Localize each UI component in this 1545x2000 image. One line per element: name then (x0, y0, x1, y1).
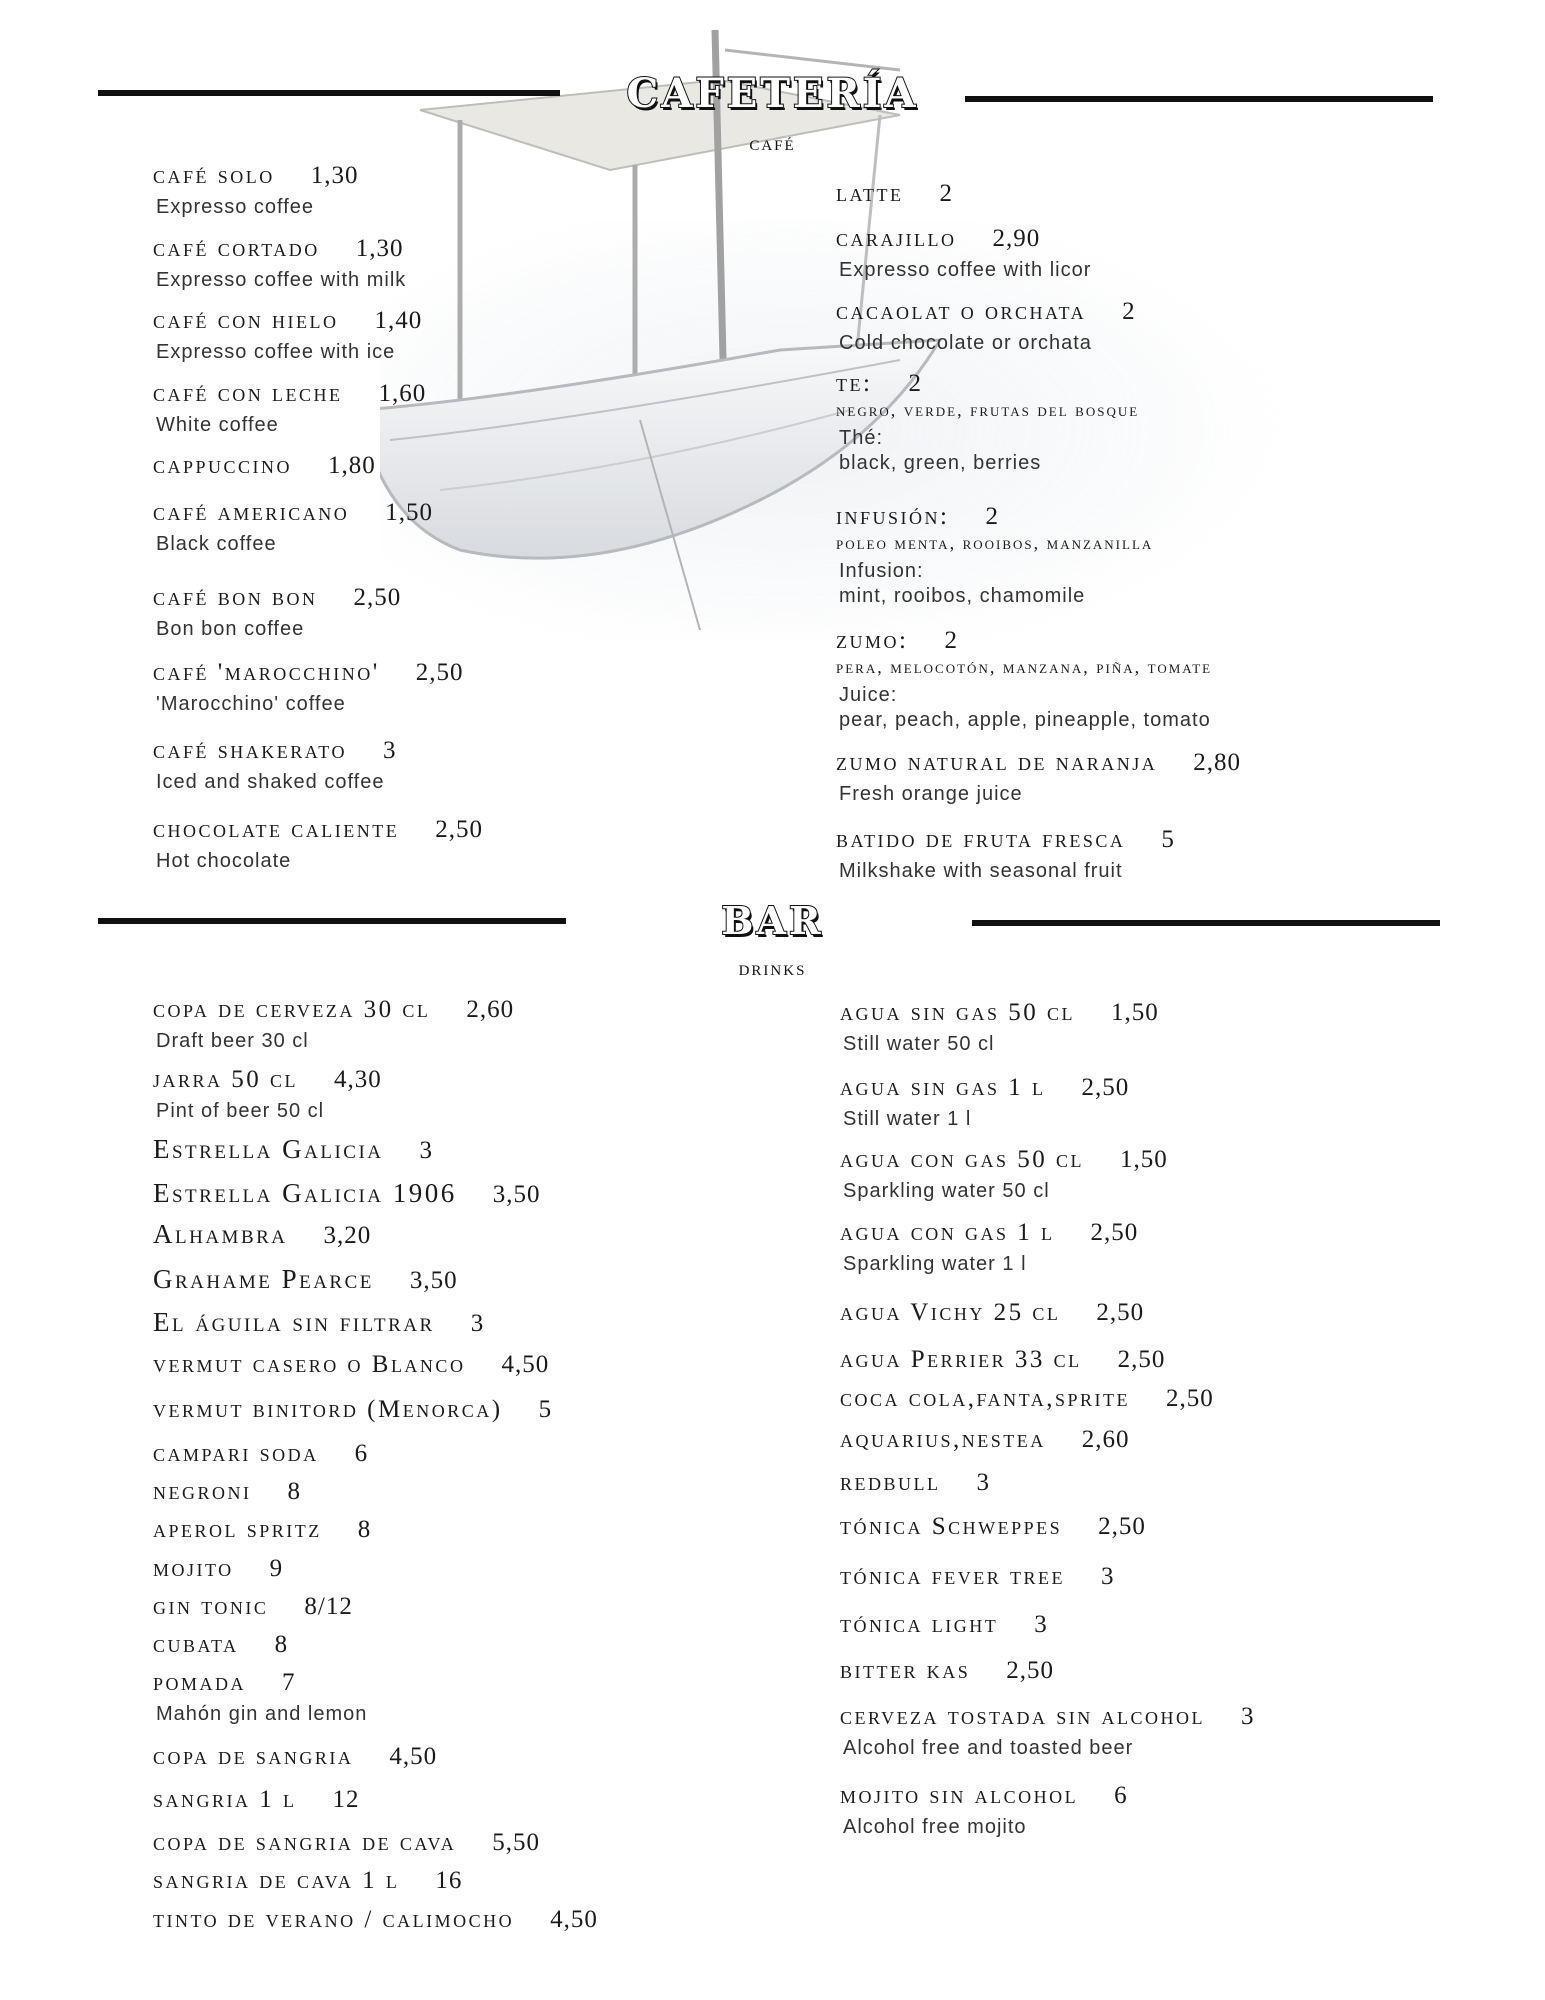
item-price: 2,50 (1090, 1219, 1139, 1246)
menu-item (840, 1563, 1115, 1591)
item-name: agua con gas 1 l (840, 1219, 1055, 1246)
item-price: 2,50 (415, 659, 464, 686)
item-name: redbull (840, 1469, 941, 1496)
item-price: 1,80 (328, 452, 376, 479)
menu-item (836, 298, 1136, 355)
item-description: Cold chocolate or orchata (839, 332, 1092, 354)
item-name: mojito sin alcohol (840, 1782, 1079, 1809)
item-price: 2,50 (1096, 1299, 1145, 1326)
menu-item (836, 225, 1091, 282)
menu-item (836, 180, 953, 208)
menu-item (840, 1782, 1128, 1839)
menu-item (153, 307, 422, 364)
item-name: café 'marocchino' (153, 659, 380, 686)
menu-item (153, 380, 426, 437)
item-price: 2,50 (1081, 1074, 1130, 1101)
cafeteria-title: CAFETERÍA (626, 70, 919, 117)
item-name: tónica Schweppes (840, 1513, 1063, 1540)
item-description: Milkshake with seasonal fruit (839, 860, 1123, 882)
item-name: zumo natural de naranja (836, 749, 1158, 776)
item-price: 3 (1101, 1563, 1115, 1590)
item-price: 8 (287, 1478, 301, 1505)
menu-item (153, 1066, 382, 1123)
menu-item (153, 162, 359, 219)
menu-item (836, 826, 1175, 883)
item-name: café bon bon (153, 584, 318, 611)
item-name: bitter kas (840, 1657, 971, 1684)
item-price: 2 (1122, 298, 1136, 325)
menu-item (153, 1786, 360, 1814)
menu-item (840, 1469, 990, 1497)
item-price: 1,40 (374, 307, 423, 334)
item-name: copa de sangria de cava (153, 1829, 457, 1856)
menu-item (840, 1146, 1168, 1203)
item-name: pomada (153, 1669, 247, 1696)
item-price: 1,50 (1120, 1146, 1168, 1173)
item-name: sangria 1 l (153, 1786, 297, 1813)
item-description: Juice: (839, 684, 898, 706)
item-price: 8 (357, 1516, 372, 1543)
item-price: 4,50 (389, 1743, 438, 1770)
menu-item (153, 1555, 283, 1583)
item-name: café cortado (153, 235, 320, 262)
menu-item (836, 370, 1139, 475)
item-price: 6 (1114, 1782, 1128, 1809)
item-price: 12 (332, 1786, 360, 1813)
item-name: cacaolat o orchata (836, 298, 1087, 325)
item-name: tónica fever tree (840, 1563, 1065, 1590)
item-name: aquarius,nestea (840, 1426, 1046, 1453)
item-price: 6 (354, 1440, 369, 1467)
item-price: 2,80 (1193, 749, 1241, 776)
item-name: copa de cerveza 30 cl (153, 996, 431, 1023)
item-description: Expresso coffee with ice (156, 341, 396, 363)
item-name: cappuccino (153, 452, 293, 479)
item-description-detail: pear, peach, apple, pineapple, tomato (839, 709, 1211, 731)
item-description: Infusion: (839, 560, 924, 582)
item-options: negro, verde, frutas del bosque (836, 400, 1140, 420)
item-name: te: (836, 370, 873, 397)
menu-item (840, 1513, 1146, 1541)
item-price: 2 (985, 503, 999, 530)
item-options: poleo menta, rooibos, manzanilla (836, 533, 1154, 553)
item-price: 3,20 (323, 1222, 372, 1249)
item-price: 3 (1241, 1703, 1255, 1730)
item-name: aperol spritz (153, 1516, 322, 1543)
item-price: 4,50 (550, 1906, 598, 1933)
item-price: 8 (274, 1631, 289, 1658)
item-options: pera, melocotón, manzana, piña, tomate (836, 657, 1213, 677)
menu-item (153, 1867, 462, 1895)
item-price: 9 (269, 1555, 284, 1582)
item-name: cerveza tostada sin alcohol (840, 1703, 1206, 1730)
item-name: batido de fruta fresca (836, 826, 1126, 853)
menu-item (836, 503, 1153, 608)
item-description-detail: black, green, berries (839, 452, 1042, 474)
item-description: Expresso coffee with licor (839, 259, 1092, 281)
item-price: 3 (976, 1469, 990, 1496)
item-name: café con hielo (153, 307, 339, 334)
item-name: carajillo (836, 225, 957, 252)
item-name: coca cola,fanta,sprite (840, 1385, 1130, 1412)
item-name: El águila sin filtrar (153, 1307, 435, 1337)
item-price: 1,30 (310, 162, 359, 189)
item-name: copa de sangria (153, 1743, 354, 1770)
item-price: 3 (419, 1137, 434, 1164)
menu-item (153, 1219, 371, 1250)
item-description: Bon bon coffee (156, 618, 305, 640)
item-price: 2 (944, 627, 958, 654)
item-price: 3,50 (409, 1267, 458, 1294)
item-price: 1,50 (1111, 999, 1159, 1026)
item-name: agua con gas 50 cl (840, 1146, 1085, 1173)
menu-item (153, 1829, 540, 1857)
item-name: agua Perrier 33 cl (840, 1346, 1082, 1373)
menu-item (153, 816, 483, 873)
item-name: sangria de cava 1 l (153, 1867, 400, 1894)
menu-item (153, 1593, 353, 1621)
item-price: 2,50 (1117, 1346, 1166, 1373)
item-name: vermut casero o Blanco (153, 1351, 466, 1378)
item-description: Draft beer 30 cl (156, 1030, 309, 1052)
item-price: 5 (538, 1396, 553, 1423)
item-name: cubata (153, 1631, 239, 1658)
item-description: Black coffee (156, 533, 277, 555)
cafe-subtitle: café (749, 130, 796, 155)
menu-item (153, 1307, 484, 1338)
menu-item (153, 1264, 458, 1295)
menu-item (836, 627, 1212, 732)
menu-item (840, 999, 1159, 1056)
item-name: Estrella Galicia 1906 (153, 1178, 457, 1208)
menu-item (153, 1631, 288, 1659)
item-description: Pint of beer 50 cl (156, 1100, 325, 1122)
item-name: café americano (153, 499, 350, 526)
item-description: White coffee (156, 414, 279, 436)
menu-item (153, 1669, 367, 1726)
item-price: 1,50 (385, 499, 434, 526)
item-name: Estrella Galicia (153, 1134, 384, 1164)
menu-item (153, 659, 464, 716)
item-name: tinto de verano / calimocho (153, 1906, 515, 1933)
menu-item (836, 749, 1241, 806)
menu-item (840, 1346, 1165, 1374)
item-description: Thé: (839, 427, 884, 449)
item-price: 2,50 (1006, 1657, 1054, 1684)
item-description: Still water 1 l (843, 1108, 972, 1130)
menu-item (153, 1396, 552, 1424)
menu-item (153, 235, 406, 292)
menu-item (153, 1478, 301, 1506)
menu-item (153, 996, 514, 1053)
drinks-subtitle: drinks (738, 955, 807, 980)
menu-item (840, 1611, 1048, 1639)
item-price: 2,90 (992, 225, 1041, 252)
item-price: 5 (1161, 826, 1175, 853)
menu-item (840, 1385, 1214, 1413)
menu-item (153, 1906, 598, 1934)
item-name: mojito (153, 1555, 234, 1582)
item-price: 5,50 (492, 1829, 540, 1856)
item-name: chocolate caliente (153, 816, 400, 843)
item-description: Sparkling water 50 cl (843, 1180, 1050, 1202)
item-name: jarra 50 cl (153, 1066, 299, 1093)
item-price: 1,30 (355, 235, 404, 262)
item-description: Sparkling water 1 l (843, 1253, 1027, 1275)
item-price: 2 (908, 370, 922, 397)
menu-item (153, 1440, 368, 1468)
menu-item (153, 1178, 541, 1209)
item-description: 'Marocchino' coffee (156, 693, 346, 715)
menu-item (840, 1426, 1130, 1454)
menu-item (840, 1219, 1138, 1276)
item-name: Grahame Pearce (153, 1264, 374, 1294)
item-price: 2 (939, 180, 953, 207)
item-name: zumo: (836, 627, 909, 654)
item-price: 2,60 (1081, 1426, 1130, 1453)
item-name: agua sin gas 1 l (840, 1074, 1046, 1101)
menu-item (840, 1074, 1129, 1131)
menu-item (153, 452, 376, 480)
item-price: 4,30 (334, 1066, 382, 1093)
item-name: agua Vichy 25 cl (840, 1299, 1061, 1326)
item-name: latte (836, 180, 904, 207)
menu-item (840, 1657, 1054, 1685)
menu-item (153, 1134, 433, 1165)
item-description: Alcohol free and toasted beer (843, 1737, 1134, 1759)
item-description-detail: mint, rooibos, chamomile (839, 585, 1086, 607)
item-price: 4,50 (501, 1351, 550, 1378)
item-price: 2,60 (466, 996, 515, 1023)
item-price: 1,60 (378, 380, 427, 407)
item-price: 16 (435, 1867, 463, 1894)
menu-item (153, 499, 433, 556)
menu-item (153, 1516, 371, 1544)
menu-item (840, 1299, 1144, 1327)
item-price: 3 (382, 737, 397, 764)
item-description: Expresso coffee (156, 196, 315, 218)
item-name: café con leche (153, 380, 343, 407)
item-name: café solo (153, 162, 275, 189)
item-name: negroni (153, 1478, 252, 1505)
item-description: Mahón gin and lemon (156, 1703, 368, 1725)
item-price: 7 (282, 1669, 296, 1696)
item-price: 8/12 (304, 1593, 353, 1620)
item-name: vermut binitord (Menorca) (153, 1396, 503, 1423)
item-name: campari soda (153, 1440, 319, 1467)
menu-item (153, 1351, 549, 1379)
menu-item (840, 1703, 1255, 1760)
item-description: Hot chocolate (156, 850, 292, 872)
item-price: 2,50 (353, 584, 402, 611)
item-description: Iced and shaked coffee (156, 771, 385, 793)
item-name: gin tonic (153, 1593, 269, 1620)
item-price: 2,50 (1166, 1385, 1214, 1412)
menu-item (153, 737, 396, 794)
item-price: 3 (470, 1310, 485, 1337)
item-description: Still water 50 cl (843, 1033, 995, 1055)
menu-item (153, 584, 401, 641)
item-name: café shakerato (153, 737, 347, 764)
item-name: infusión: (836, 503, 950, 530)
item-description: Expresso coffee with milk (156, 269, 407, 291)
item-price: 2,50 (435, 816, 483, 843)
item-price: 3 (1034, 1611, 1048, 1638)
item-name: tónica light (840, 1611, 999, 1638)
item-description: Fresh orange juice (839, 783, 1023, 805)
item-name: Alhambra (153, 1219, 288, 1249)
item-description: Alcohol free mojito (843, 1816, 1027, 1838)
item-name: agua sin gas 50 cl (840, 999, 1076, 1026)
bar-title: BAR (721, 898, 824, 943)
menu-item (153, 1743, 437, 1771)
item-price: 2,50 (1098, 1513, 1146, 1540)
item-price: 3,50 (492, 1181, 541, 1208)
